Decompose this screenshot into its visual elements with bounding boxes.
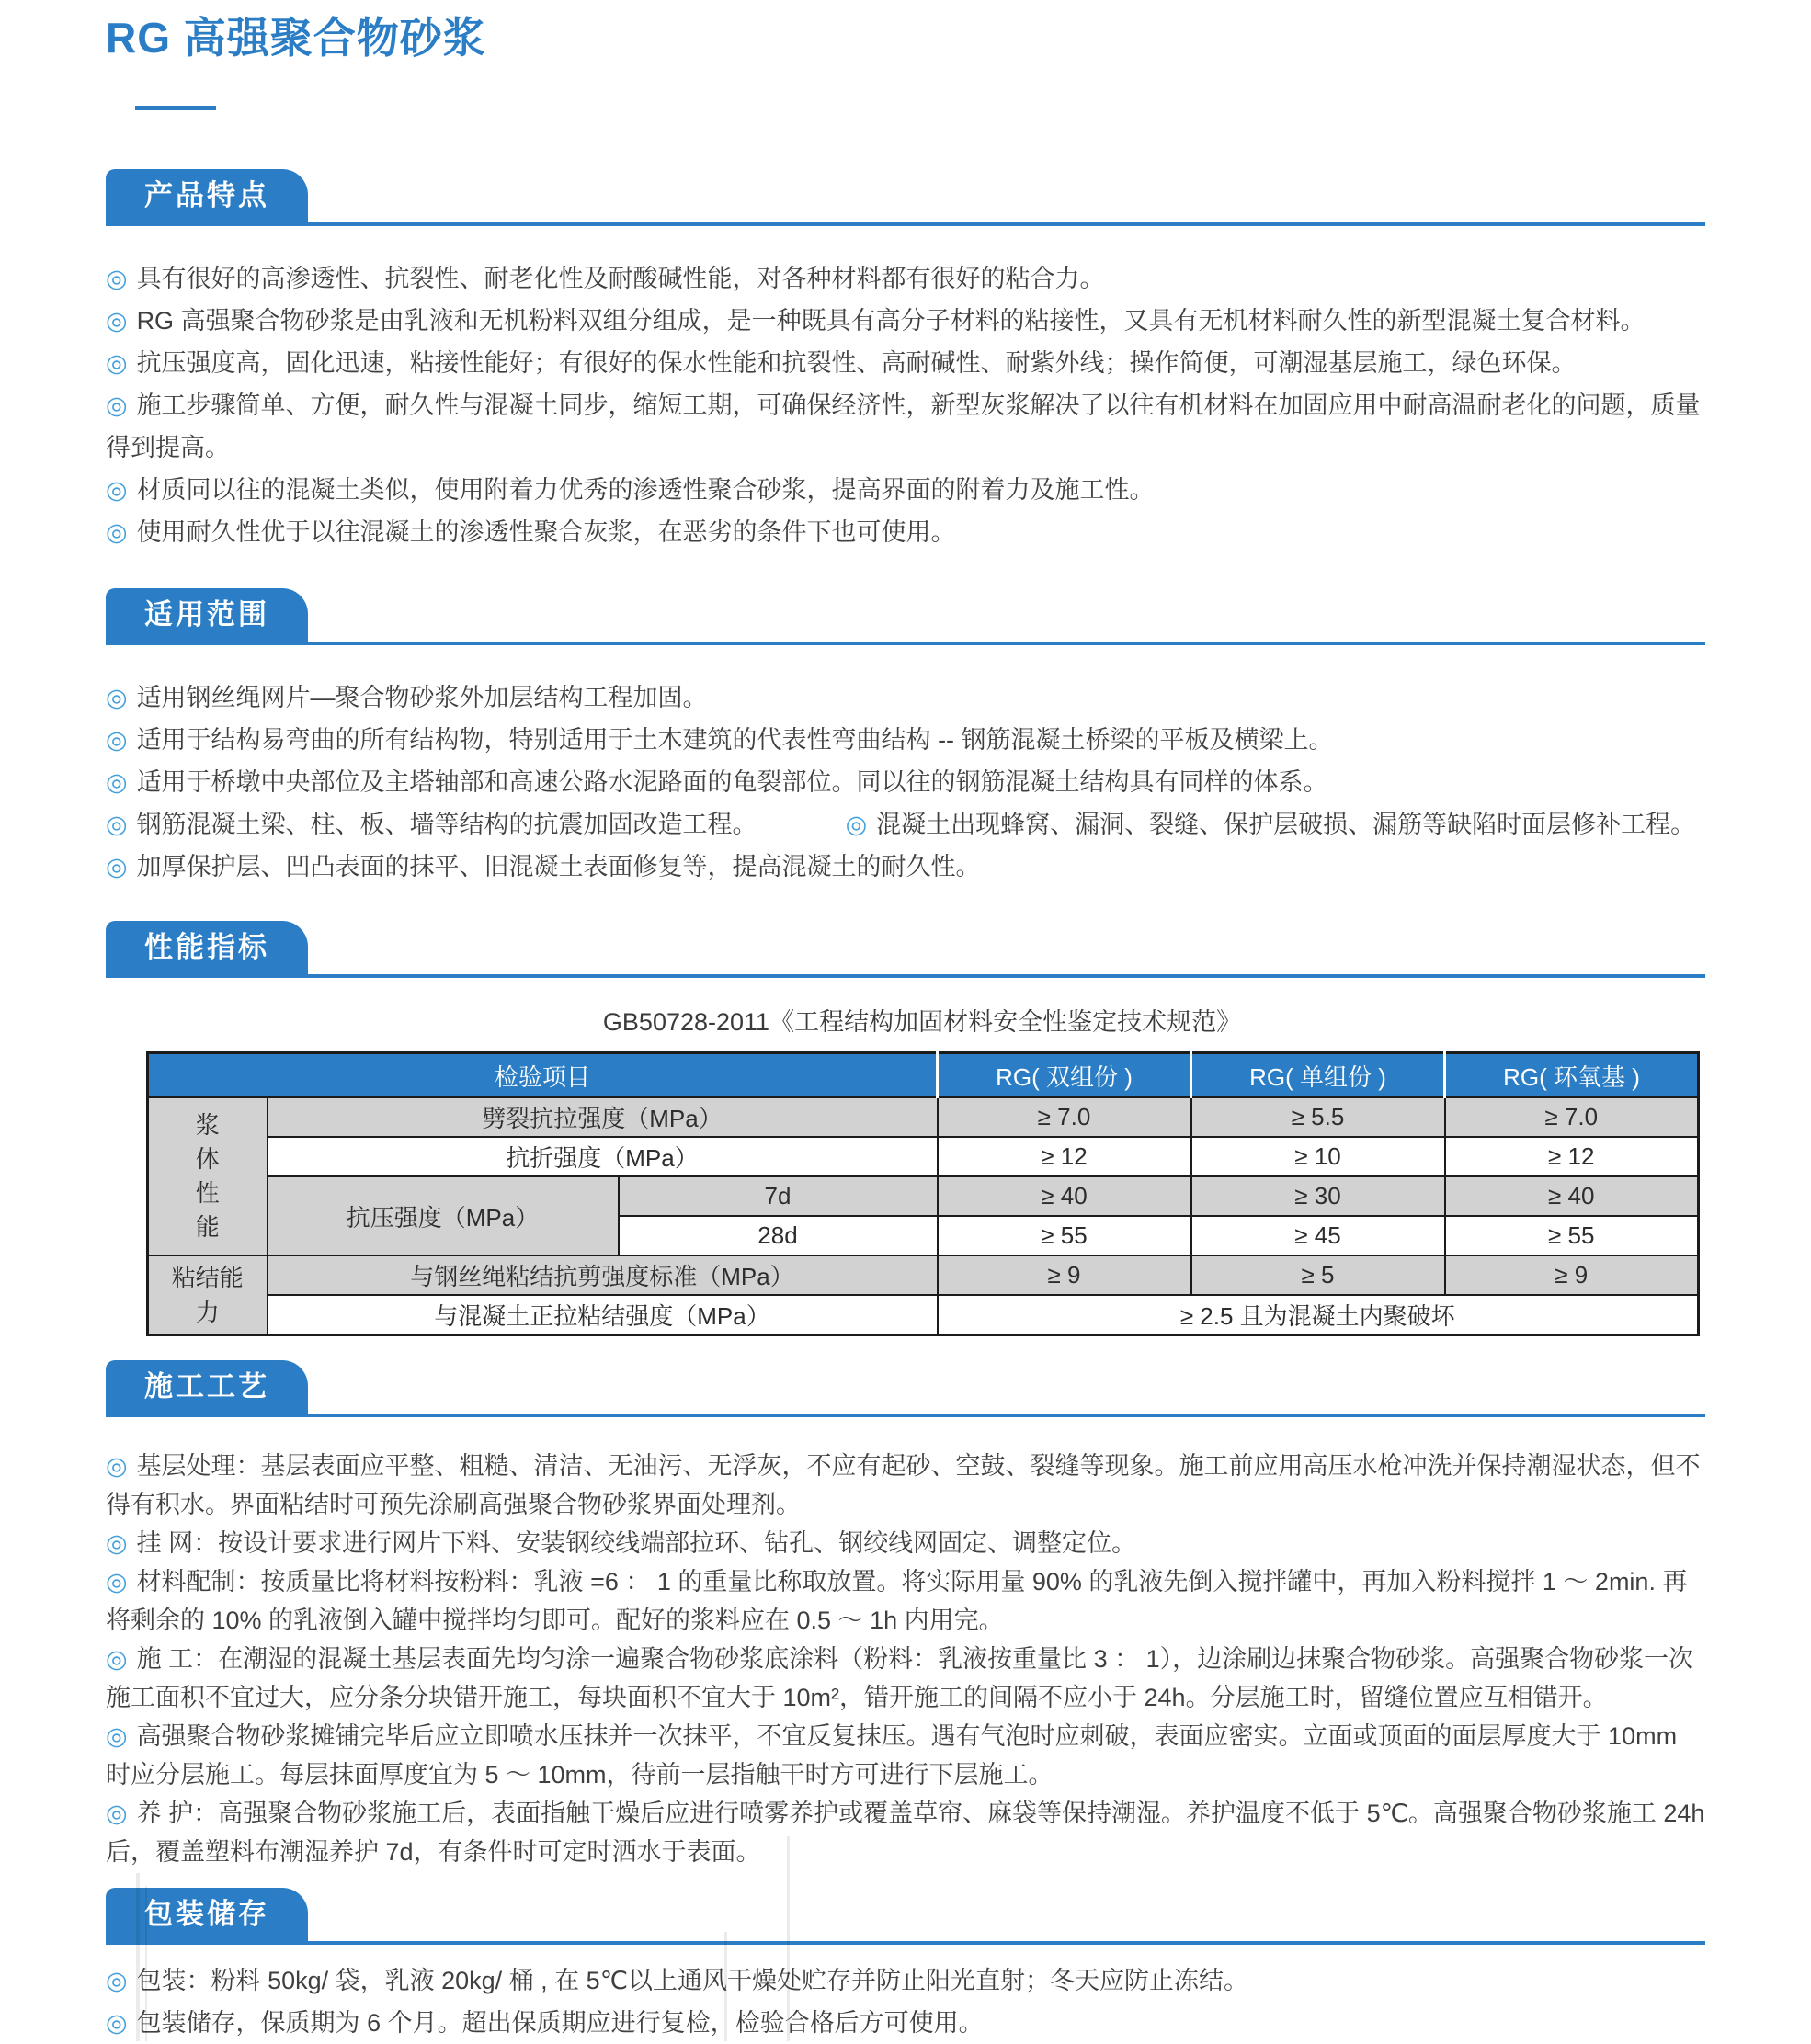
- value-cell: ≥ 9: [1445, 1255, 1699, 1295]
- bullet-item: [106, 469, 1705, 511]
- bullet-text: 使用耐久性优于以往混凝土的渗透性聚合灰浆，在恶劣的条件下也可使用。: [136, 518, 956, 547]
- bullet-marker-icon: ◎: [106, 349, 128, 378]
- features-bullet-list: [106, 257, 1705, 553]
- bullet-item: [106, 2002, 1705, 2044]
- header-cell-rg-epoxy: RG( 环氧基 ): [1445, 1053, 1699, 1098]
- bullet-marker-icon: ◎: [106, 307, 128, 335]
- bullet-item: [106, 1640, 1705, 1717]
- bullet-item: [106, 1794, 1705, 1871]
- value-cell: ≥ 30: [1191, 1176, 1445, 1216]
- watermark-line: [136, 1873, 140, 2041]
- bullet-text: 适用于结构易弯曲的所有结构物，特别适用于土木建筑的代表性弯曲结构 -- 钢筋混凝土桥梁的平板及横梁上。: [136, 726, 1334, 755]
- bullet-marker-icon: ◎: [106, 476, 128, 505]
- value-cell: ≥ 55: [938, 1216, 1191, 1255]
- value-cell: ≥ 10: [1191, 1137, 1445, 1176]
- bullet-text: 加厚保护层、凹凸表面的抹平、旧混凝土表面修复等，提高混凝土的耐久性。: [136, 853, 981, 881]
- bullet-text: 抗压强度高，固化迅速，粘接性能好；有很好的保水性能和抗裂性、高耐碱性、耐紫外线；操作简便，可潮湿基层施工，绿色环保。: [136, 349, 1577, 378]
- bullet-item: [106, 1717, 1705, 1794]
- section-tab-features: 产品特点: [106, 169, 308, 222]
- value-cell: ≥ 40: [1445, 1176, 1699, 1216]
- table-row: [148, 1176, 1699, 1216]
- bullet-text: 具有很好的高渗透性、抗裂性、耐老化性及耐酸碱性能，对各种材料都有很好的粘合力。: [136, 265, 1105, 293]
- table-row: [148, 1137, 1699, 1176]
- section-header-scope: [106, 588, 1705, 645]
- bullet-item: [106, 1447, 1705, 1524]
- bullet-item: [106, 342, 1705, 384]
- bullet-marker-icon: ◎: [106, 1645, 128, 1674]
- group-label: 浆体性能: [195, 1111, 220, 1242]
- section-header-process: [106, 1360, 1705, 1417]
- bullet-marker-icon: ◎: [106, 1452, 128, 1481]
- bullet-item: [106, 719, 1705, 761]
- bullet-text: 包装：粉料 50kg/ 袋，乳液 20kg/ 桶 , 在 5℃以上通风干燥处贮存并防止阳光直射；冬天应防止冻结。: [136, 1967, 1249, 1995]
- header-cell-rg-one: RG( 单组份 ): [1191, 1053, 1445, 1098]
- bullet-marker-icon: ◎: [106, 265, 128, 293]
- group-cell-bond: [148, 1255, 268, 1335]
- bullet-text: 挂 网：按设计要求进行网片下料、安装钢绞线端部拉环、钻孔、钢绞线网固定、调整定位。: [136, 1529, 1137, 1558]
- page-title: RG 高强聚合物砂浆: [106, 14, 486, 62]
- watermark-line: [787, 1836, 790, 2041]
- bullet-text: RG 高强聚合物砂浆是由乳液和无机粉料双组分组成，是一种既具有高分子材料的粘接性，又具有无机材料耐久性的新型混凝土复合材料。: [136, 307, 1646, 335]
- value-cell: ≥ 55: [1445, 1216, 1699, 1255]
- bullet-item: [106, 1562, 1705, 1640]
- item-cell: 与混凝土正拉粘结强度（MPa）: [268, 1295, 938, 1335]
- group-label: 粘结能力: [171, 1264, 244, 1327]
- standard-caption: GB50728-2011《工程结构加固材料安全性鉴定技术规范》: [602, 1008, 1242, 1037]
- sub-cell-7d: 7d: [619, 1176, 938, 1216]
- bullet-text: 养 护：高强聚合物砂浆施工后，表面指触干燥后应进行喷雾养护或覆盖草帘、麻袋等保持潮湿。养护温度不低于 5℃。高强聚合物砂浆施工 24h 后，覆盖塑料布潮湿养护 7d，有条件时可定时洒水于表面。: [106, 1800, 1705, 1867]
- item-cell: 劈裂抗拉强度（MPa）: [268, 1097, 938, 1137]
- value-cell: ≥ 5: [1191, 1255, 1445, 1295]
- bullet-marker-icon: ◎: [106, 518, 128, 547]
- bullet-marker-icon: ◎: [106, 2009, 128, 2038]
- value-cell: ≥ 7.0: [1445, 1097, 1699, 1137]
- watermark-line: [145, 1886, 147, 2041]
- table-row: [148, 1295, 1699, 1335]
- bullet-marker-icon: ◎: [106, 1800, 128, 1828]
- value-cell-merged: ≥ 2.5 且为混凝土内聚破坏: [938, 1295, 1699, 1335]
- scope-bullet-list: [106, 676, 1705, 888]
- bullet-marker-icon: ◎: [106, 853, 128, 881]
- header-cell-item: 检验项目: [148, 1053, 938, 1098]
- bullet-marker-icon: ◎: [106, 1568, 128, 1596]
- bullet-marker-icon: ◎: [106, 768, 128, 797]
- bullet-marker-icon: ◎: [106, 392, 128, 420]
- section-tab-process: 施工工艺: [106, 1360, 308, 1414]
- item-cell-compressive: 抗压强度（MPa）: [268, 1176, 619, 1255]
- bullet-item: [106, 676, 1705, 719]
- bullet-marker-icon: ◎: [845, 811, 868, 839]
- bullet-text: 材料配制：按质量比将材料按粉料：乳液 =6 ： 1 的重量比称取放置。将实际用量 90% 的乳液先倒入搅拌罐中，再加入粉料搅拌 1 ～ 2min. 再将剩余的 10% 的乳液倒入罐中搅拌均匀即可。配好的浆料应在 0.5 ～ 1h 内用完。: [106, 1568, 1688, 1635]
- packaging-bullet-list: [106, 1959, 1705, 2044]
- bullet-item: [106, 511, 1705, 553]
- bullet-marker-icon: ◎: [106, 684, 128, 712]
- bullet-text: 混凝土出现蜂窝、漏洞、裂缝、保护层破损、漏筋等缺陷时面层修补工程。: [876, 811, 1696, 839]
- bullet-item: [106, 300, 1705, 342]
- bullet-item: [106, 1959, 1705, 2002]
- group-cell-slurry: [148, 1097, 268, 1255]
- bullet-text: 适用于桥墩中央部位及主塔轴部和高速公路水泥路面的龟裂部位。同以往的钢筋混凝土结构具有同样的体系。: [136, 768, 1328, 797]
- bullet-marker-icon: ◎: [106, 1722, 128, 1751]
- table-row: [148, 1255, 1699, 1295]
- process-bullet-list: [106, 1447, 1705, 1871]
- bullet-text: 高强聚合物砂浆摊铺完毕后应立即喷水压抹并一次抹平，不宜反复抹压。遇有气泡时应刺破，表面应密实。立面或顶面的面层厚度大于 10mm 时应分层施工。每层抹面厚度宜为 5 ～ 10mm，待前一层指触干时方可进行下层施工。: [106, 1722, 1678, 1789]
- item-cell: 抗折强度（MPa）: [268, 1137, 938, 1176]
- bullet-text: 包装储存，保质期为 6 个月。超出保质期应进行复检，检验合格后方可使用。: [136, 2009, 984, 2038]
- value-cell: ≥ 9: [938, 1255, 1191, 1295]
- value-cell: ≥ 7.0: [938, 1097, 1191, 1137]
- bullet-item: [106, 846, 1705, 888]
- value-cell: ≥ 12: [938, 1137, 1191, 1176]
- bullet-text: 材质同以往的混凝土类似，使用附着力优秀的渗透性聚合砂浆，提高界面的附着力及施工性。: [136, 476, 1155, 505]
- value-cell: ≥ 40: [938, 1176, 1191, 1216]
- sub-cell-28d: 28d: [619, 1216, 938, 1255]
- value-cell: ≥ 12: [1445, 1137, 1699, 1176]
- section-header-packaging: [106, 1888, 1705, 1945]
- bullet-text: 施工步骤简单、方便，耐久性与混凝土同步，缩短工期，可确保经济性，新型灰浆解决了以往有机材料在加固应用中耐高温耐老化的问题，质量得到提高。: [106, 392, 1701, 462]
- bullet-text: 钢筋混凝土梁、柱、板、墙等结构的抗震加固改造工程。: [136, 811, 757, 839]
- value-cell: ≥ 5.5: [1191, 1097, 1445, 1137]
- table-row: [148, 1097, 1699, 1137]
- table-header-row: [148, 1053, 1699, 1098]
- bullet-item: [106, 384, 1705, 469]
- bullet-text: 施 工：在潮湿的混凝土基层表面先均匀涂一遍聚合物砂浆底涂料（粉料：乳液按重量比 3 ： 1），边涂刷边抹聚合物砂浆。高强聚合物砂浆一次施工面积不宜过大，应分条分块错开施工，每块面积不宜大于 10m²，错开施工的间隔不应小于 24h。分层施工时，留缝位置应互相错开。: [106, 1645, 1694, 1712]
- watermark-line: [724, 1932, 727, 2041]
- section-tab-packaging: 包装储存: [106, 1888, 308, 1941]
- section-tab-scope: 适用范围: [106, 588, 308, 642]
- bullet-marker-icon: ◎: [106, 1529, 128, 1558]
- bullet-item-dual: [106, 803, 1705, 846]
- bullet-marker-icon: ◎: [106, 811, 128, 839]
- item-cell: 与钢丝绳粘结抗剪强度标准（MPa）: [268, 1255, 938, 1295]
- bullet-text: 适用钢丝绳网片—聚合物砂浆外加层结构工程加固。: [136, 684, 708, 712]
- bullet-marker-icon: ◎: [106, 726, 128, 755]
- performance-table: [146, 1051, 1700, 1336]
- value-cell: ≥ 45: [1191, 1216, 1445, 1255]
- bullet-item: [106, 1524, 1705, 1562]
- bullet-item: [106, 257, 1705, 300]
- bullet-item: [106, 761, 1705, 803]
- section-header-features: [106, 169, 1705, 226]
- title-underline: [135, 106, 216, 110]
- bullet-marker-icon: ◎: [106, 1967, 128, 1995]
- section-header-performance: [106, 921, 1705, 978]
- bullet-text: 基层处理：基层表面应平整、粗糙、清洁、无油污、无浮灰，不应有起砂、空鼓、裂缝等现象。施工前应用高压水枪冲洗并保持潮湿状态，但不得有积水。界面粘结时可预先涂刷高强聚合物砂浆界面处理剂。: [106, 1452, 1701, 1519]
- header-cell-rg-two: RG( 双组份 ): [938, 1053, 1191, 1098]
- section-tab-performance: 性能指标: [106, 921, 308, 974]
